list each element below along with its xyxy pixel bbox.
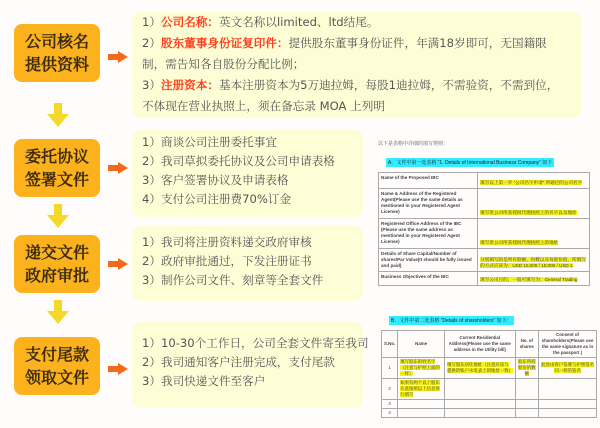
form-instructions-document: [378, 140, 590, 286]
info-panel-agreement: [132, 130, 363, 217]
highlight-label: 公司名称：: [160, 15, 219, 29]
highlight-label: 股东董事身份证复印件：: [160, 36, 289, 50]
step-title-line1: 支付尾款: [24, 345, 89, 364]
section-b-heading: B．文件中第二处表格 “Details of shareholders” 如下：: [391, 318, 512, 324]
shareholders-section: [381, 309, 597, 418]
table-row: 3: [382, 400, 597, 409]
step-title-line2: 政府审批: [24, 266, 89, 285]
panel-item: 2）政府审批通过，下发注册证书: [142, 254, 312, 268]
step-box-submission: [14, 235, 100, 293]
panel-item: 2）我司草拟委托协议及公司申请表格: [142, 154, 335, 168]
down-arrow-icon: [47, 103, 69, 127]
shareholders-table: [381, 330, 597, 418]
step-box-agreement: [14, 139, 100, 197]
company-details-table: [378, 172, 590, 286]
right-arrow-icon: [108, 258, 128, 270]
step-title-line1: 委托协议: [24, 147, 89, 166]
down-arrow-icon: [47, 204, 69, 228]
step-title-line1: 递交文件: [24, 243, 89, 262]
table-row: Name & Address of the Registered Agent(Please use the same details as mentioned in your Registered Agent License) 填写贵公司所获授权代理执照上的名字以及地址: [379, 189, 590, 219]
section-a-heading: A．文件中第一处表格 “1. Details of International Business Company” 如下: [388, 160, 553, 166]
step-box-final-payment: [14, 337, 100, 395]
panel-item: 4）支付公司注册费70%订金: [142, 192, 292, 206]
info-panel-final-payment: [132, 322, 369, 408]
step-title-line2: 签署文件: [24, 170, 89, 189]
step-title-line1: 公司核名: [24, 32, 89, 51]
step-title-line2: 领取文件: [24, 368, 89, 387]
highlight-label: 注册资本：: [160, 78, 219, 92]
panel-item: 3）注册资本：基本注册资本为5万迪拉姆，每股1迪拉姆，不需验资，不需到位，: [142, 78, 559, 92]
table-header-row: S.No. Name Current Residential Address(Please use the same address in the Utility bill) No. of shares Consent of shareholders(Please use the same signature as in the passport ): [382, 331, 597, 358]
panel-item: 3）客户签署协议及申请表格: [142, 173, 289, 187]
right-arrow-icon: [108, 363, 128, 375]
panel-item: 1）我司将注册资料递交政府审核: [142, 235, 312, 249]
table-row: Registered Office Address of the IBC (Please use the same address as mentioned in your Registered Agent License) 填写贵公司所获授权代理执照上的地址: [379, 219, 590, 249]
info-panel-submission: [132, 226, 363, 301]
step-box-name-check: [14, 24, 100, 82]
panel-item: 1）公司名称：英文名称以limited、ltd结尾。: [142, 15, 379, 29]
panel-item-continuation: 制，需告知各自股份分配比例；: [142, 57, 305, 71]
right-arrow-icon: [108, 162, 128, 174]
panel-item-continuation: 不体现在营业执照上，须在备忘录 MOA 上列明: [142, 99, 385, 113]
right-arrow-icon: [108, 51, 128, 63]
panel-item: 1）10-30个工作日，公司全套文件寄至我司: [142, 336, 369, 350]
document-intro: 以下是表格中详细的填写规则：: [378, 141, 449, 147]
table-row: Details of Share Capital/Number of shares/Par Value(It should be fully issued and paid) 分别填写的是所有股额、份数以及每股价值，所填写的方式应该为：USD 10,000 / 10,000 / USD 1: [379, 249, 590, 272]
step-title-line2: 提供资料: [24, 55, 89, 74]
table-row: Name of the Proposed IBC 填写以上第一步 “公司名字申请” 所通过的公司名字: [379, 173, 590, 189]
panel-item: 3）制作公司文件、刻章等全套文件: [142, 273, 324, 287]
table-row: Business Objectives of the IBC 填写公司目的，一般可填写为：General Trading: [379, 272, 590, 286]
down-arrow-icon: [47, 300, 69, 324]
table-row: 1 填写股东的姓名字（注意与护照上面的一样） 填写股东居住地址（注意应该与提供的账户水电表上的地址一致） 股东所持股份的数额 此处由客户签署与护照签名同一样的签名: [382, 358, 597, 379]
panel-item: 1）商谈公司注册委托事宜: [142, 135, 277, 149]
panel-item: 2）股东董事身份证复印件：提供股东董事身份证件，年满18岁即可，无国籍限: [142, 36, 547, 50]
panel-item: 3）我司快递文件至客户: [142, 374, 266, 388]
panel-item: 2）我司通知客户注册完成，支付尾款: [142, 355, 335, 369]
table-row: 2 如果有两个以上股东在此按照以上信息进行填写: [382, 379, 597, 400]
info-panel-name-check: [132, 12, 581, 118]
table-row: 4: [382, 409, 597, 418]
